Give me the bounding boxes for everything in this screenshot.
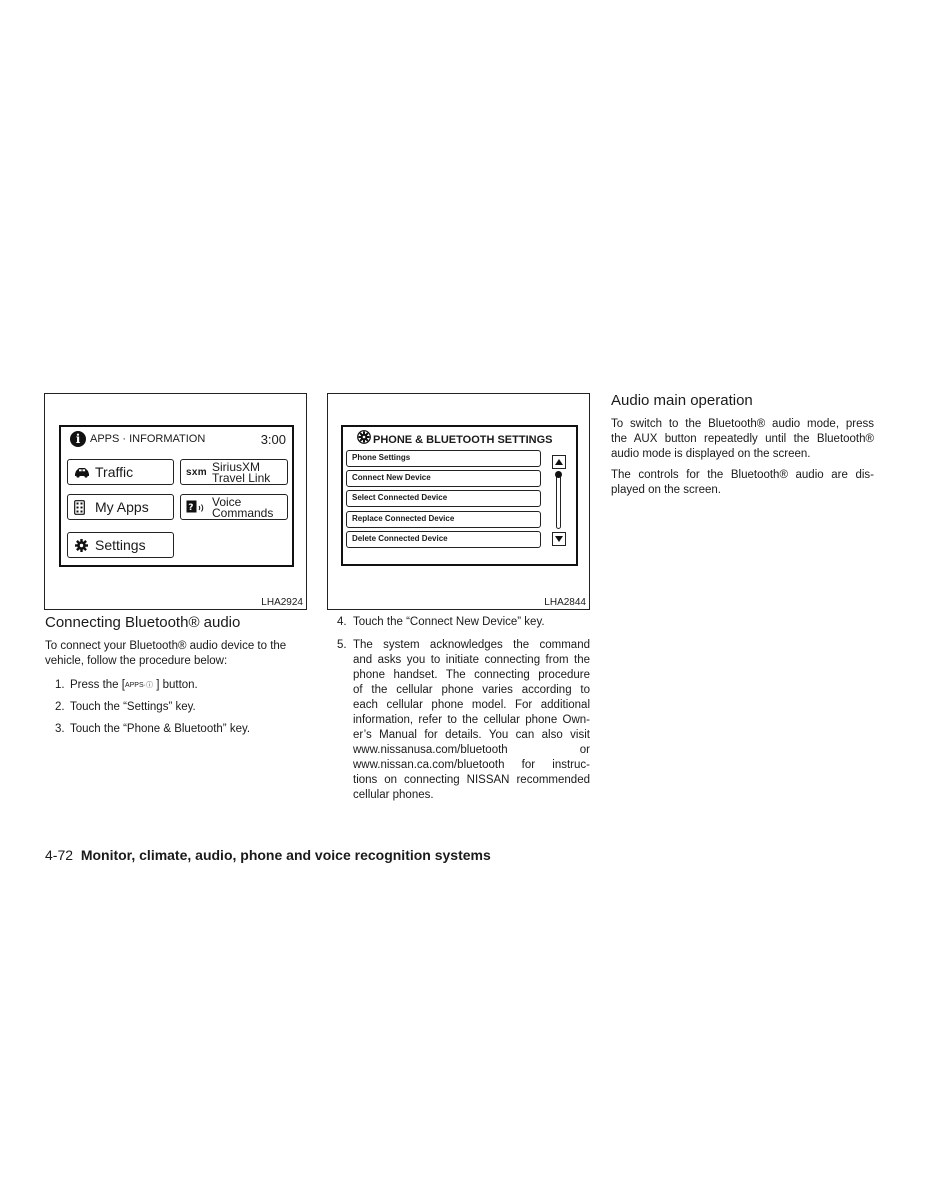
scroll-down-button[interactable] bbox=[552, 532, 566, 546]
traffic-label: Traffic bbox=[95, 464, 134, 480]
scrollbar-thumb[interactable] bbox=[555, 471, 562, 478]
voice-command-icon bbox=[186, 500, 205, 515]
scroll-up-button[interactable] bbox=[552, 455, 566, 469]
step-5-line: The system acknowledges the command bbox=[353, 639, 590, 651]
intro-line-1: To connect your Bluetooth® audio device to the bbox=[45, 640, 287, 652]
replace-connected-device-key[interactable]: Replace Connected Device bbox=[346, 511, 541, 528]
step-5-line: er’s Manual for details. You can also visit bbox=[353, 729, 590, 741]
my-apps-label: My Apps bbox=[95, 499, 149, 515]
siriusxm-label-line1: SiriusXM bbox=[212, 460, 261, 474]
delete-connected-device-key[interactable]: Delete Connected Device bbox=[346, 531, 541, 548]
gear-icon bbox=[357, 430, 371, 444]
step-4-text: Touch the “Connect New Device” key. bbox=[353, 616, 545, 628]
step-number: 1. bbox=[55, 679, 65, 691]
step-1-suffix: ] button. bbox=[156, 679, 198, 691]
voice-commands-key[interactable] bbox=[180, 494, 288, 520]
phone-settings-key[interactable]: Phone Settings bbox=[346, 450, 541, 467]
step-number: 5. bbox=[337, 639, 347, 651]
phone-bluetooth-screen bbox=[341, 425, 578, 566]
screen-title: PHONE & BLUETOOTH SETTINGS bbox=[373, 434, 553, 446]
audio-paragraph-2 bbox=[611, 468, 874, 498]
svg-text:?: ? bbox=[188, 503, 194, 513]
section-title: Monitor, climate, audio, phone and voice recognition systems bbox=[80, 847, 491, 863]
paragraph-line: played on the screen. bbox=[611, 484, 721, 496]
settings-label: Settings bbox=[95, 537, 146, 553]
figure-code: LHA2844 bbox=[544, 597, 586, 608]
paragraph-line: To switch to the Bluetooth® audio mode, press bbox=[611, 418, 874, 430]
triangle-up-icon bbox=[555, 459, 563, 465]
gear-icon bbox=[75, 539, 88, 552]
step-5-line: and asks you to initiate connecting from the bbox=[353, 654, 590, 666]
figure-code: LHA2924 bbox=[261, 597, 303, 608]
step-5-line: cellular phones. bbox=[353, 789, 434, 801]
apps-information-screen bbox=[59, 425, 294, 567]
apps-grid-icon bbox=[74, 500, 85, 515]
step-5-line: phone handset. The connecting procedure bbox=[353, 669, 590, 681]
page-number: 4-72 bbox=[45, 847, 74, 863]
siriusxm-label-line2: Travel Link bbox=[212, 471, 271, 485]
voice-commands-line1: Voice bbox=[212, 495, 242, 509]
step-2-text: Touch the “Settings” key. bbox=[70, 701, 196, 713]
screen-clock: 3:00 bbox=[260, 432, 286, 447]
step-number: 2. bbox=[55, 701, 65, 713]
screen-title: APPS · INFORMATION bbox=[90, 433, 206, 445]
step-1-text bbox=[70, 678, 198, 693]
siriusxm-travel-link-key[interactable] bbox=[180, 459, 288, 485]
step-5-line: each cellular phone model. For additional bbox=[353, 699, 590, 711]
paragraph-line: The controls for the Bluetooth® audio are dis- bbox=[611, 469, 874, 481]
figure-phone-bluetooth-settings bbox=[327, 393, 590, 610]
step-3-text: Touch the “Phone & Bluetooth” key. bbox=[70, 723, 251, 735]
scrollbar-track[interactable] bbox=[556, 473, 561, 529]
traffic-key[interactable] bbox=[67, 459, 174, 485]
page-footer bbox=[45, 847, 491, 863]
my-apps-key[interactable] bbox=[67, 494, 174, 520]
connect-new-device-key[interactable]: Connect New Device bbox=[346, 470, 541, 487]
select-connected-device-key[interactable]: Select Connected Device bbox=[346, 490, 541, 507]
paragraph-line: audio mode is displayed on the screen. bbox=[611, 448, 811, 460]
step-number: 4. bbox=[337, 616, 347, 628]
voice-commands-line2: Commands bbox=[212, 506, 274, 520]
car-icon bbox=[74, 467, 90, 478]
step-5-line: of the cellular phone varies according to bbox=[353, 684, 590, 696]
step-5-line: information, refer to the cellular phone Own- bbox=[353, 714, 590, 726]
audio-paragraph-1 bbox=[611, 417, 874, 462]
step-number: 3. bbox=[55, 723, 65, 735]
section-heading-connecting-bluetooth: Connecting Bluetooth® audio bbox=[45, 614, 241, 631]
step-5-text bbox=[353, 638, 590, 803]
settings-key[interactable] bbox=[67, 532, 174, 558]
section-heading-audio-main-operation: Audio main operation bbox=[611, 392, 753, 409]
triangle-down-icon bbox=[555, 536, 563, 542]
figure-apps-information bbox=[44, 393, 307, 610]
paragraph-line: the AUX button repeatedly until the Bluetooth® bbox=[611, 433, 874, 445]
step-5-line: www.nissanusa.com/bluetooth or bbox=[353, 744, 590, 756]
step-5-line: www.nissan.ca.com/bluetooth for instruc- bbox=[353, 759, 590, 771]
apps-info-button-symbol: APPS·ⓘ bbox=[124, 682, 153, 689]
step-5-line: tions on connecting NISSAN recommended bbox=[353, 774, 590, 786]
info-icon: i bbox=[70, 431, 86, 447]
step-1-prefix: Press the [ bbox=[70, 679, 125, 691]
intro-line-2: vehicle, follow the procedure below: bbox=[45, 655, 228, 667]
sxm-logo: sxm bbox=[186, 467, 207, 478]
